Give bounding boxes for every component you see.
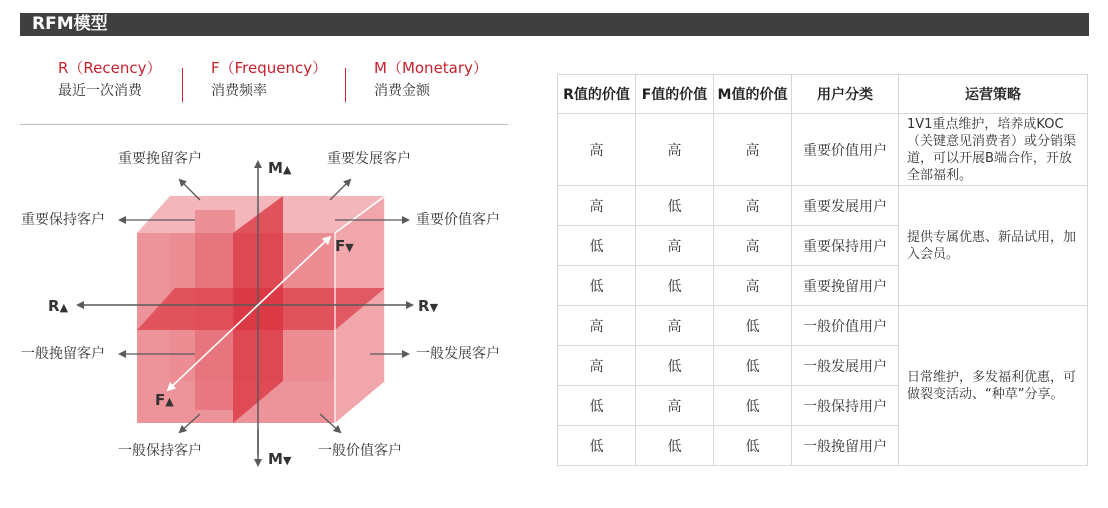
arrow-up-icon: ▲ [59, 301, 69, 314]
table-row [558, 114, 1088, 186]
cell-category: 一般保持用户 [792, 386, 899, 426]
label-general-keep: 一般保持客户 [118, 443, 202, 459]
axis-m-top-text: M [268, 159, 283, 177]
axis-r-right-text: R [418, 297, 430, 315]
cell-r: 低 [558, 266, 636, 306]
cell-m: 低 [714, 346, 792, 386]
label-general-develop: 一般发展客户 [416, 346, 500, 362]
cell-f: 低 [636, 346, 714, 386]
cell-m: 高 [714, 186, 792, 226]
header-f-value: F值的价值 [636, 75, 714, 114]
cell-r: 低 [558, 226, 636, 266]
table-header-row [558, 75, 1088, 114]
cell-f: 低 [636, 186, 714, 226]
axis-m-bottom [268, 450, 291, 470]
title-bar [20, 13, 1089, 36]
legend-monetary-cn: 消费金额 [374, 83, 430, 99]
label-general-retain: 一般挽留客户 [21, 346, 105, 362]
cell-f: 高 [636, 306, 714, 346]
cube-inner-slab [195, 210, 235, 410]
axis-m-top [268, 159, 291, 179]
cell-category: 重要保持用户 [792, 226, 899, 266]
axis-r-right [418, 297, 438, 317]
cell-category: 重要价值用户 [792, 114, 899, 186]
cell-category: 一般挽留用户 [792, 426, 899, 466]
axis-f-bottom-text: F [155, 391, 166, 409]
cell-category: 一般发展用户 [792, 346, 899, 386]
axis-r-left [48, 297, 68, 317]
legend-underline [20, 124, 508, 125]
cell-m: 高 [714, 114, 792, 186]
page-title: RFM模型 [32, 14, 108, 34]
cell-strategy: 1V1重点维护，培养成KOC（关键意见消费者）或分销渠道，可以开展B端合作，开放全部福利。 [899, 114, 1088, 186]
axis-f-top [335, 237, 354, 257]
header-r-value: R值的价值 [558, 75, 636, 114]
arrow-down-icon: ▼ [282, 454, 292, 467]
label-important-develop: 重要发展客户 [327, 151, 411, 167]
cell-f: 低 [636, 426, 714, 466]
cell-category: 一般价值用户 [792, 306, 899, 346]
legend-recency-en: R（Recency） [58, 59, 162, 77]
table-row [558, 306, 1088, 346]
cell-m: 低 [714, 306, 792, 346]
header-strategy: 运营策略 [899, 75, 1088, 114]
legend-divider [182, 68, 183, 102]
arrow-up-icon: ▲ [282, 163, 292, 176]
cell-strategy: 日常维护，多发福利优惠，可做裂变活动、“种草”分享。 [899, 306, 1088, 466]
cell-strategy: 提供专属优惠、新品试用，加入会员。 [899, 186, 1088, 306]
cell-f: 高 [636, 226, 714, 266]
rfm-cube-diagram [0, 130, 540, 475]
axis-f-bottom [155, 391, 174, 411]
arrow-down-icon: ▼ [429, 301, 439, 314]
arrow-down-icon: ▼ [345, 241, 354, 254]
cell-m: 低 [714, 386, 792, 426]
cell-f: 低 [636, 266, 714, 306]
axis-f-top-text: F [335, 237, 346, 255]
legend-recency-cn: 最近一次消费 [58, 83, 142, 99]
legend-divider [345, 68, 346, 102]
legend-monetary-en: M（Monetary） [374, 59, 488, 77]
cell-r: 低 [558, 386, 636, 426]
cell-f: 高 [636, 386, 714, 426]
cell-category: 重要发展用户 [792, 186, 899, 226]
header-user-category: 用户分类 [792, 75, 899, 114]
cell-r: 低 [558, 426, 636, 466]
cell-m: 低 [714, 426, 792, 466]
table-row [558, 186, 1088, 226]
label-general-value: 一般价值客户 [318, 443, 402, 459]
header-m-value: M值的价值 [714, 75, 792, 114]
legend-frequency-cn: 消费频率 [211, 83, 267, 99]
arrow-up-icon: ▲ [165, 395, 174, 408]
axis-m-bottom-text: M [268, 450, 283, 468]
legend-recency [58, 58, 162, 108]
axis-r-left-text: R [48, 297, 60, 315]
cell-r: 高 [558, 186, 636, 226]
label-important-retain: 重要挽留客户 [118, 151, 202, 167]
legend-frequency-en: F（Frequency） [211, 59, 328, 77]
label-important-value: 重要价值客户 [416, 212, 500, 228]
legend-monetary [374, 58, 488, 108]
label-important-keep: 重要保持客户 [21, 212, 105, 228]
cell-r: 高 [558, 346, 636, 386]
cell-f: 高 [636, 114, 714, 186]
cell-category: 重要挽留用户 [792, 266, 899, 306]
cell-m: 高 [714, 266, 792, 306]
cell-r: 高 [558, 306, 636, 346]
cell-r: 高 [558, 114, 636, 186]
cell-m: 高 [714, 226, 792, 266]
rfm-table [557, 74, 1088, 466]
legend-frequency [211, 58, 327, 108]
